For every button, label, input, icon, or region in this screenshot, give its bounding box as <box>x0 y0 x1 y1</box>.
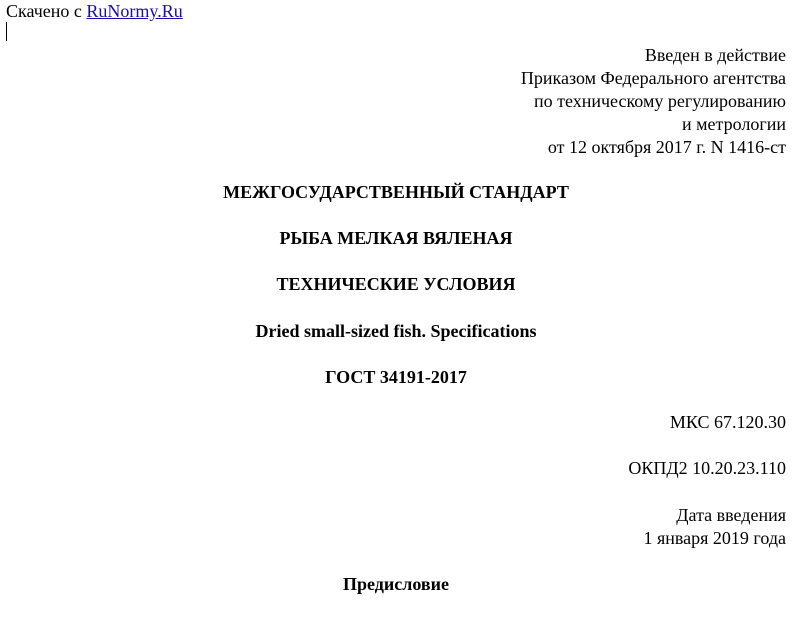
download-source-prefix: Скачено с <box>6 1 82 21</box>
enactment-line-1: Введен в действие <box>644 45 786 65</box>
product-heading: РЫБА МЕЛКАЯ ВЯЛЕНАЯ <box>279 228 513 248</box>
okpd-code: ОКПД2 10.20.23.110 <box>628 458 786 478</box>
download-source-line <box>6 0 183 22</box>
enactment-line-4: и метрологии <box>682 114 786 134</box>
standard-type-heading: МЕЖГОСУДАРСТВЕННЫЙ СТАНДАРТ <box>223 182 569 202</box>
gost-number: ГОСТ 34191-2017 <box>325 367 467 387</box>
intro-date-label: Дата введения <box>676 505 786 525</box>
intro-date-value: 1 января 2019 года <box>643 528 786 548</box>
enactment-line-3: по техническому регулированию <box>533 91 786 111</box>
foreword-heading: Предисловие <box>343 574 449 594</box>
runormy-link[interactable]: RuNormy.Ru <box>86 1 183 21</box>
enactment-line-5: от 12 октября 2017 г. N 1416-ст <box>547 137 786 157</box>
english-title: Dried small-sized fish. Specifications <box>255 321 537 341</box>
enactment-block <box>521 44 786 159</box>
text-cursor <box>6 22 7 41</box>
conditions-heading: ТЕХНИЧЕСКИЕ УСЛОВИЯ <box>276 274 516 294</box>
enactment-line-2: Приказом Федерального агентства <box>520 68 786 88</box>
mks-code: МКС 67.120.30 <box>669 412 786 432</box>
